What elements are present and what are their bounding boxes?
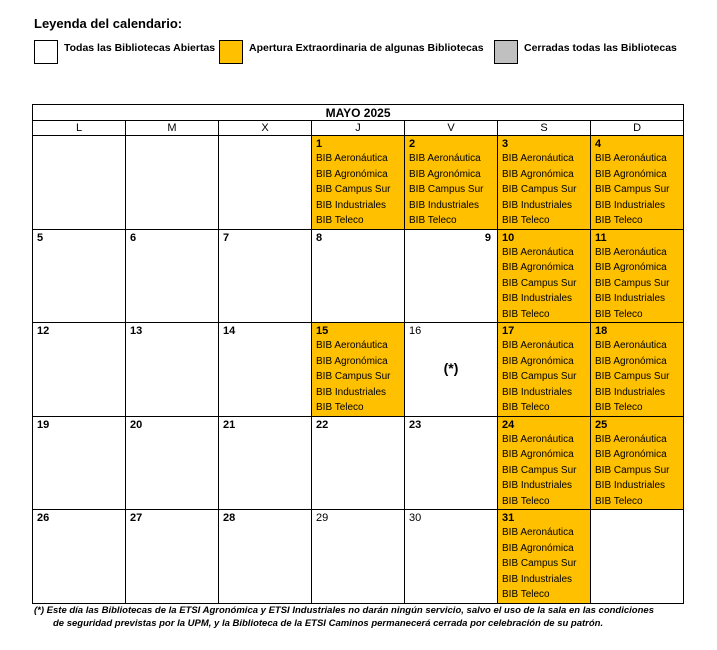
- footnote-marker: (*): [443, 360, 459, 376]
- day-number: 19: [37, 418, 50, 431]
- library-item: BIB Aeronáutica: [316, 340, 388, 351]
- legend-label-extraordinary: Apertura Extraordinaria de algunas Bibliotecas: [249, 42, 484, 54]
- day-number: 24: [502, 418, 515, 431]
- open-libraries-list: [591, 245, 683, 323]
- library-item: BIB Aeronáutica: [502, 340, 574, 351]
- day-number: 22: [316, 418, 329, 431]
- library-item: BIB Teleco: [316, 215, 364, 226]
- library-item: BIB Aeronáutica: [595, 340, 667, 351]
- weekday-header: D: [591, 121, 684, 136]
- legend-swatch-open: [34, 40, 58, 64]
- library-item: BIB Aeronáutica: [595, 433, 667, 445]
- library-item: BIB Teleco: [502, 308, 550, 320]
- library-item: BIB Campus Sur: [502, 464, 577, 476]
- calendar-day-cell: [219, 136, 312, 230]
- calendar-day-cell: [126, 136, 219, 230]
- open-libraries-list: [591, 151, 683, 229]
- calendar-day-cell: [591, 136, 684, 230]
- library-item: BIB Aeronáutica: [502, 527, 574, 538]
- library-item: BIB Aeronáutica: [595, 153, 667, 164]
- day-number: 14: [223, 325, 236, 337]
- calendar-day-cell: [126, 229, 219, 323]
- library-item: BIB Industriales: [595, 293, 666, 304]
- weekday-header: X: [219, 121, 312, 136]
- calendar-day-cell: [591, 229, 684, 323]
- library-item: BIB Industriales: [316, 386, 387, 398]
- library-item: BIB Industriales: [502, 480, 573, 491]
- calendar-day-cell: [312, 416, 405, 510]
- library-item: BIB Aeronáutica: [595, 246, 667, 258]
- open-libraries-list: [498, 525, 590, 603]
- calendar-day-cell: [126, 416, 219, 510]
- calendar-day-cell: [405, 510, 498, 604]
- legend-label-closed: Cerradas todas las Bibliotecas: [524, 42, 677, 54]
- day-number: 28: [223, 512, 236, 524]
- calendar-day-cell: [219, 416, 312, 510]
- calendar-week-row: [33, 416, 684, 510]
- weekday-header: L: [33, 121, 126, 136]
- library-item: BIB Aeronáutica: [409, 153, 481, 164]
- library-item: BIB Teleco: [595, 215, 643, 226]
- legend-swatch-closed: [494, 40, 518, 64]
- legend-title: Leyenda del calendario:: [34, 16, 183, 31]
- library-item: BIB Campus Sur: [502, 558, 577, 569]
- library-item: BIB Campus Sur: [595, 184, 670, 195]
- day-number: 25: [595, 418, 608, 431]
- calendar-day-cell: [405, 136, 498, 230]
- legend-item-open: [34, 40, 215, 64]
- day-number: 30: [409, 512, 422, 524]
- library-item: BIB Campus Sur: [595, 277, 670, 289]
- calendar-week-row: [33, 136, 684, 230]
- open-libraries-list: [498, 338, 590, 416]
- calendar-day-cell: [405, 323, 498, 417]
- library-item: BIB Aeronáutica: [502, 433, 574, 445]
- open-libraries-list: [498, 151, 590, 229]
- calendar-day-cell: [591, 323, 684, 417]
- footnote-line-2: de seguridad previstas por la UPM, y la Biblioteca de la ETSI Caminos permanecerá cerrada por celebración de su patrón.: [53, 618, 604, 629]
- legend-swatch-extraordinary: [219, 40, 243, 64]
- library-item: BIB Industriales: [502, 573, 573, 585]
- library-item: BIB Teleco: [595, 495, 643, 507]
- library-item: BIB Agronómica: [595, 168, 667, 180]
- library-item: BIB Aeronáutica: [502, 246, 574, 258]
- open-libraries-list: [405, 151, 497, 229]
- calendar-day-cell: [219, 510, 312, 604]
- library-item: BIB Teleco: [595, 402, 643, 413]
- footnote-line-1: (*) Este día las Bibliotecas de la ETSI Agronómica y ETSI Industriales no darán ningún servicio, salvo el uso de la sala en las condiciones: [34, 605, 654, 616]
- month-title: MAYO 2025: [33, 105, 684, 121]
- library-item: BIB Teleco: [595, 308, 643, 320]
- day-number: 26: [37, 512, 50, 524]
- library-item: BIB Agronómica: [595, 355, 667, 367]
- library-item: BIB Teleco: [502, 589, 550, 600]
- calendar-day-cell: [498, 323, 591, 417]
- library-item: BIB Campus Sur: [316, 371, 391, 382]
- day-number: 16: [409, 325, 422, 337]
- library-item: BIB Teleco: [409, 215, 457, 226]
- library-item: BIB Campus Sur: [502, 277, 577, 289]
- calendar-table: [32, 104, 684, 604]
- calendar-day-cell: [312, 229, 405, 323]
- open-libraries-list: [591, 432, 683, 510]
- library-item: BIB Teleco: [502, 402, 550, 413]
- legend-label-open: Todas las Bibliotecas Abiertas: [64, 42, 216, 54]
- open-libraries-list: [498, 432, 590, 510]
- day-number: 9: [484, 231, 491, 244]
- weekday-header: S: [498, 121, 591, 136]
- library-item: BIB Industriales: [316, 199, 387, 211]
- day-number: 20: [130, 418, 143, 431]
- day-number: 1: [316, 138, 323, 150]
- day-number: 12: [37, 325, 50, 337]
- library-item: BIB Agronómica: [316, 355, 388, 367]
- open-libraries-list: [312, 338, 404, 416]
- calendar-day-cell: [126, 510, 219, 604]
- calendar-day-cell: [591, 510, 684, 604]
- library-item: BIB Agronómica: [502, 168, 574, 180]
- calendar-week-row: [33, 510, 684, 604]
- library-item: BIB Agronómica: [316, 168, 388, 180]
- calendar-day-cell: [33, 229, 126, 323]
- day-number: 2: [409, 138, 416, 150]
- day-number: 10: [502, 231, 515, 244]
- day-number: 7: [223, 231, 230, 244]
- library-item: BIB Teleco: [502, 215, 550, 226]
- weekday-header: M: [126, 121, 219, 136]
- library-item: BIB Campus Sur: [502, 371, 577, 382]
- day-number: 21: [223, 418, 236, 431]
- day-number: 8: [316, 231, 323, 244]
- calendar-day-cell: [498, 510, 591, 604]
- library-item: BIB Campus Sur: [316, 184, 391, 195]
- calendar-day-cell: [498, 229, 591, 323]
- calendar-day-cell: [312, 136, 405, 230]
- calendar-day-cell: [33, 416, 126, 510]
- library-item: BIB Teleco: [502, 495, 550, 507]
- library-item: BIB Industriales: [595, 480, 666, 491]
- calendar-day-cell: [498, 136, 591, 230]
- library-item: BIB Teleco: [316, 402, 364, 413]
- calendar-day-cell: [219, 229, 312, 323]
- calendar-day-cell: [33, 510, 126, 604]
- calendar-day-cell: [312, 510, 405, 604]
- library-item: BIB Campus Sur: [502, 184, 577, 195]
- library-item: BIB Industriales: [502, 386, 573, 398]
- weekday-header: J: [312, 121, 405, 136]
- library-item: BIB Industriales: [409, 199, 480, 211]
- library-item: BIB Agronómica: [409, 168, 481, 180]
- day-number: 29: [316, 512, 329, 524]
- day-number: 17: [502, 325, 515, 337]
- weekday-header: V: [405, 121, 498, 136]
- library-item: BIB Campus Sur: [595, 464, 670, 476]
- calendar-week-row: [33, 323, 684, 417]
- day-number: 3: [502, 138, 509, 150]
- library-item: BIB Agronómica: [502, 449, 574, 460]
- day-number: 23: [409, 418, 422, 431]
- library-item: BIB Aeronáutica: [502, 153, 574, 164]
- calendar-day-cell: [405, 229, 498, 323]
- day-number: 4: [595, 138, 602, 150]
- library-item: BIB Agronómica: [595, 262, 667, 273]
- day-number: 18: [595, 325, 608, 337]
- open-libraries-list: [498, 245, 590, 323]
- calendar-week-row: [33, 229, 684, 323]
- calendar-day-cell: [498, 416, 591, 510]
- footnote: [34, 604, 684, 630]
- library-item: BIB Industriales: [595, 386, 666, 398]
- open-libraries-list: [312, 151, 404, 229]
- calendar-day-cell: [405, 416, 498, 510]
- day-number: 5: [37, 231, 44, 244]
- library-item: BIB Campus Sur: [409, 184, 484, 195]
- open-libraries-list: [591, 338, 683, 416]
- legend-item-extraordinary: [219, 40, 484, 64]
- library-item: BIB Industriales: [595, 199, 666, 211]
- calendar-day-cell: [126, 323, 219, 417]
- library-item: BIB Agronómica: [595, 449, 667, 460]
- calendar-day-cell: [591, 416, 684, 510]
- library-item: BIB Industriales: [502, 199, 573, 211]
- day-number: 11: [595, 231, 607, 244]
- library-item: BIB Industriales: [502, 293, 573, 304]
- calendar-day-cell: [312, 323, 405, 417]
- calendar-day-cell: [33, 136, 126, 230]
- calendar-day-cell: [219, 323, 312, 417]
- day-number: 6: [130, 231, 137, 244]
- library-item: BIB Agronómica: [502, 262, 574, 273]
- library-item: BIB Campus Sur: [595, 371, 670, 382]
- library-item: BIB Aeronáutica: [316, 153, 388, 164]
- library-item: BIB Agronómica: [502, 542, 574, 554]
- day-number: 15: [316, 325, 329, 337]
- day-number: 27: [130, 512, 143, 524]
- legend-item-closed: [494, 40, 677, 64]
- day-number: 13: [130, 325, 143, 337]
- day-number: 31: [502, 512, 515, 524]
- library-item: BIB Agronómica: [502, 355, 574, 367]
- calendar-day-cell: [33, 323, 126, 417]
